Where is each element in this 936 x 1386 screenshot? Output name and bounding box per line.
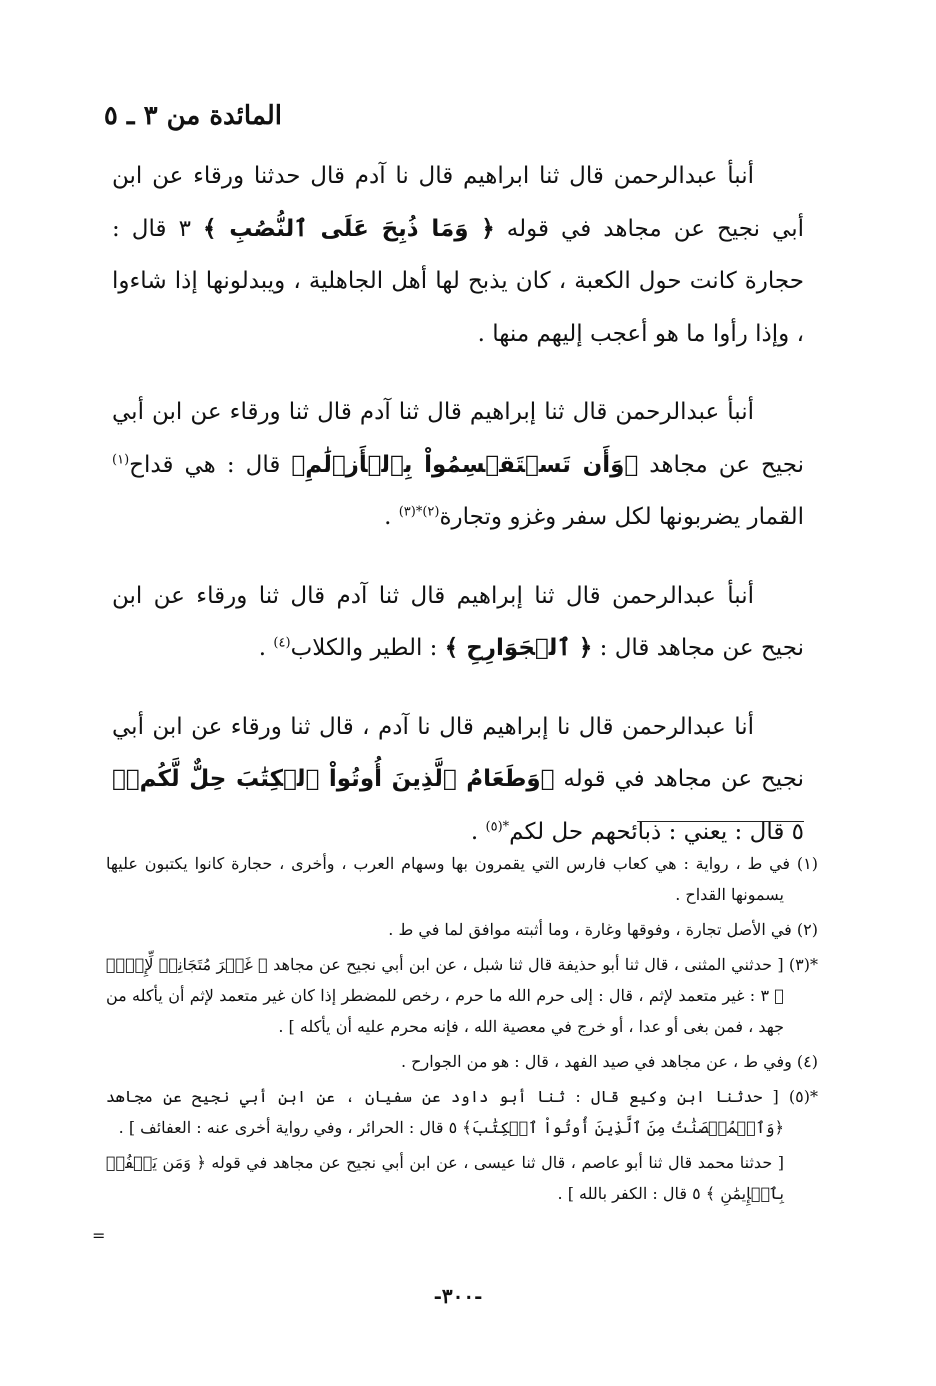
- page-number: -٣٠٠-: [433, 1284, 483, 1308]
- footnote-ref: (١): [112, 451, 130, 467]
- margin-mark: =: [92, 1226, 106, 1245]
- paragraph-end: .: [258, 635, 267, 661]
- paragraph-4: [112, 701, 804, 859]
- paragraph-end: .: [384, 504, 392, 530]
- page-header: المائدة من ٣ ـ ٥: [103, 101, 282, 131]
- footnote-5: *(٥) [ حدثنا ابن وكيع قال : ثنا أبو داود عن سفيان ، عن ابن أبي نجيح عن مجاهد ﴿وَٱلۡمُحۡصَنَٰتُ مِنَ ٱلَّذِينَ أُوتُواْ ٱلۡكِتَٰبَ﴾ ٥ قال : الحرائر ، وفي رواية أخرى عنه : العفائف ] .: [106, 1087, 819, 1137]
- paragraph-text: ٣ قال : حجارة كانت حول الكعبة ، كان يذبح لها أهل الجاهلية ، ويبدلونها إذا شاءوا ، وإذا رأوا ما هو أعجب إليهم منها .: [112, 215, 804, 347]
- paragraph-text: القمار يضربونها لكل سفر وغزو وتجارة: [439, 504, 804, 530]
- footnote-2: (٢) في الأصل تجارة ، وفوقها وغارة ، وما أثبته موافق لما في ط .: [388, 920, 818, 939]
- paragraph-text: أنا عبدالرحمن قال نا إبراهيم قال نا آدم ، قال ثنا ورقاء عن ابن أبي نجيح عن مجاهد في قوله: [112, 713, 804, 792]
- footnote-1: (١) في ط ، رواية : هي كعاب فارس التي يقمرون بها وسهام العرب ، وأخرى ، حجارة كانوا يكتبون عليها يسمونها القداح .: [106, 854, 819, 904]
- paragraph-1: [112, 150, 804, 360]
- footnote-separator: [637, 821, 804, 822]
- footnote-5-continuation: [ حدثنا محمد قال ثنا أبو عاصم ، قال ثنا عيسى ، عن ابن أبي نجيح عن مجاهد في قوله ﴿ وَمَن يَكۡفُرۡ بِٱلۡإِيمَٰنِ ﴾ ٥ قال : الكفر بالله ] .: [106, 1153, 784, 1203]
- paragraph-text: أنبأ عبدالرحمن قال ثنا إبراهيم قال ثنا آدم قال ثنا ورقاء عن ابن أبي نجيح عن مجاهد: [112, 399, 805, 478]
- paragraph-text: ٥ قال : يعني : ذبائحهم حل لكم: [509, 818, 804, 845]
- quran-quote: ﴿ وَمَا ذُبِحَ عَلَى ٱلنُّصُبِ ﴾: [202, 215, 495, 242]
- paragraph-text: أنبأ عبدالرحمن قال ثنا ابراهيم قال نا آدم قال حدثنا ورقاء عن ابن أبي نجيح عن مجاهد في قوله: [112, 163, 805, 242]
- paragraph-text: قال : هي قداح: [129, 451, 281, 478]
- footnote-ref: *(٥): [485, 818, 510, 834]
- footnotes: [106, 848, 818, 1209]
- paragraph-3: [112, 570, 804, 675]
- footnote-ref: (٢)*(٣): [398, 504, 440, 520]
- footnote-ref: (٤): [273, 635, 291, 651]
- footnote-3: *(٣) [ حدثني المثنى ، قال ثنا أبو حذيفة قال ثنا شبل ، عن ابن أبي نجيح عن مجاهد ﴿ غَيۡرَ مُتَجَانِفٖ لِّإِثۡمٖ ﴾ ٣ : غير متعمد لإثم ، قال : إلى حرم الله ما حرم ، رخص للمضطر إذا كان غير متعمد لإثم أن يأكله من جهد ، فمن بغى أو عدا ، أو خرج في معصية الله ، فإنه محرم عليه أن يأكله ] .: [106, 955, 819, 1036]
- paragraph-text: أنبأ عبدالرحمن قال ثنا إبراهيم قال ثنا آدم قال ثنا ورقاء عن ابن نجيح عن مجاهد قال :: [112, 582, 804, 661]
- paragraph-text: : الطير والكلاب: [290, 635, 438, 661]
- paragraph-2: [112, 386, 804, 544]
- quran-quote: ﴿ ٱلۡجَوَارِحِ ﴾: [444, 635, 593, 661]
- quran-quote: ﴿وَأَن تَسۡتَقۡسِمُواْ بِٱلۡأَزۡلَٰمِ﴾: [291, 451, 639, 478]
- main-text: [112, 150, 804, 884]
- quran-quote: ﴿وَطَعَامُ ٱلَّذِينَ أُوتُواْ ٱلۡكِتَٰبَ حِلٌّ لَّكُمۡ﴾: [112, 766, 555, 792]
- paragraph-end: .: [470, 818, 479, 845]
- footnote-4: (٤) وفي ط ، عن مجاهد في صيد الفهد ، قال : هو من الجوارح .: [400, 1052, 818, 1071]
